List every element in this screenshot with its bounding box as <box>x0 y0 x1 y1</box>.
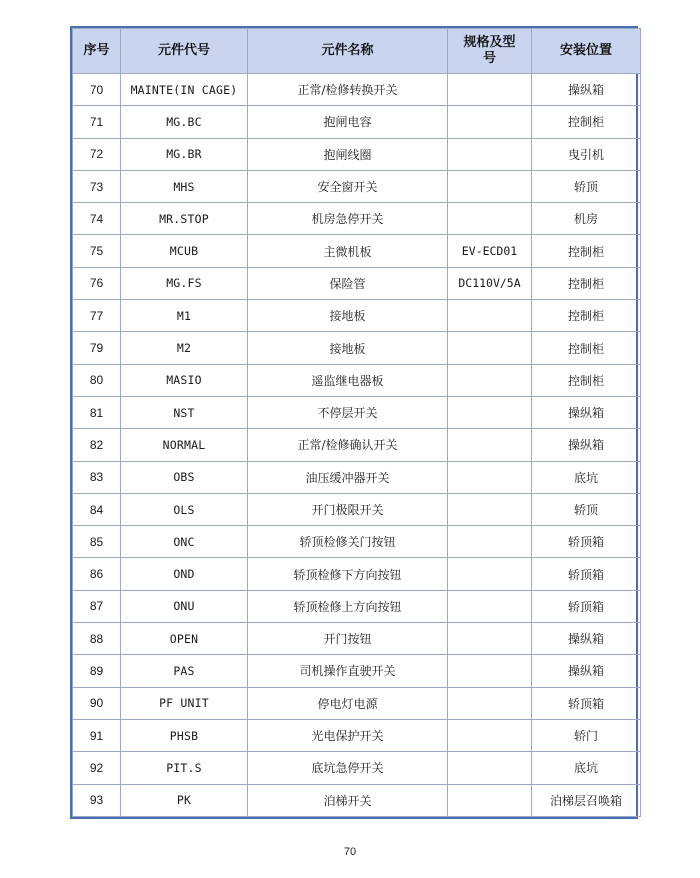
cell-code: PAS <box>121 655 248 687</box>
cell-code: M2 <box>121 332 248 364</box>
cell-code: MG.BC <box>121 106 248 138</box>
cell-location: 轿顶箱 <box>532 558 641 590</box>
cell-code: OPEN <box>121 623 248 655</box>
cell-location: 控制柜 <box>532 106 641 138</box>
cell-seq: 89 <box>73 655 121 687</box>
cell-location: 轿门 <box>532 719 641 751</box>
table-row <box>73 138 641 170</box>
table-body <box>73 74 641 817</box>
header-spec <box>448 29 532 74</box>
cell-spec <box>448 364 532 396</box>
cell-location: 操纵箱 <box>532 655 641 687</box>
table-row <box>73 461 641 493</box>
cell-spec <box>448 429 532 461</box>
cell-spec <box>448 590 532 622</box>
cell-code: PK <box>121 784 248 816</box>
cell-spec <box>448 138 532 170</box>
component-table <box>72 28 641 817</box>
cell-code: MAINTE(IN CAGE) <box>121 74 248 106</box>
cell-seq: 92 <box>73 752 121 784</box>
cell-name: 停电灯电源 <box>248 687 448 719</box>
cell-spec <box>448 687 532 719</box>
table-row <box>73 106 641 138</box>
cell-name: 光电保护开关 <box>248 719 448 751</box>
cell-location: 操纵箱 <box>532 623 641 655</box>
cell-seq: 81 <box>73 396 121 428</box>
cell-code: ONU <box>121 590 248 622</box>
cell-code: NORMAL <box>121 429 248 461</box>
cell-seq: 73 <box>73 170 121 202</box>
header-name: 元件名称 <box>248 29 448 74</box>
header-code: 元件代号 <box>121 29 248 74</box>
table-row <box>73 784 641 816</box>
cell-spec <box>448 752 532 784</box>
cell-seq: 93 <box>73 784 121 816</box>
cell-location: 控制柜 <box>532 300 641 332</box>
table-row <box>73 203 641 235</box>
cell-seq: 75 <box>73 235 121 267</box>
cell-seq: 70 <box>73 74 121 106</box>
cell-location: 机房 <box>532 203 641 235</box>
cell-seq: 76 <box>73 267 121 299</box>
cell-code: MR.STOP <box>121 203 248 235</box>
table-row <box>73 429 641 461</box>
table-row <box>73 74 641 106</box>
cell-name: 正常/检修确认开关 <box>248 429 448 461</box>
cell-code: M1 <box>121 300 248 332</box>
cell-spec <box>448 719 532 751</box>
header-spec-label: 规格及型号 <box>463 35 516 66</box>
cell-location: 控制柜 <box>532 267 641 299</box>
cell-spec <box>448 74 532 106</box>
cell-seq: 85 <box>73 526 121 558</box>
table-row <box>73 493 641 525</box>
cell-spec <box>448 332 532 364</box>
cell-spec <box>448 655 532 687</box>
page-number: 70 <box>343 846 357 858</box>
cell-spec <box>448 558 532 590</box>
cell-location: 轿顶箱 <box>532 526 641 558</box>
cell-location: 曳引机 <box>532 138 641 170</box>
cell-location: 操纵箱 <box>532 429 641 461</box>
cell-seq: 84 <box>73 493 121 525</box>
cell-spec <box>448 784 532 816</box>
cell-code: OLS <box>121 493 248 525</box>
cell-seq: 72 <box>73 138 121 170</box>
cell-name: 轿顶检修下方向按钮 <box>248 558 448 590</box>
table-row <box>73 719 641 751</box>
cell-name: 正常/检修转换开关 <box>248 74 448 106</box>
cell-location: 底坑 <box>532 752 641 784</box>
header-seq: 序号 <box>73 29 121 74</box>
cell-seq: 77 <box>73 300 121 332</box>
cell-spec <box>448 623 532 655</box>
cell-seq: 90 <box>73 687 121 719</box>
table-row <box>73 396 641 428</box>
table-row <box>73 558 641 590</box>
cell-name: 抱闸线圈 <box>248 138 448 170</box>
cell-name: 轿顶检修上方向按钮 <box>248 590 448 622</box>
cell-location: 操纵箱 <box>532 396 641 428</box>
cell-name: 不停层开关 <box>248 396 448 428</box>
cell-location: 底坑 <box>532 461 641 493</box>
cell-location: 控制柜 <box>532 364 641 396</box>
table-row <box>73 170 641 202</box>
cell-location: 轿顶 <box>532 170 641 202</box>
cell-spec <box>448 493 532 525</box>
cell-seq: 80 <box>73 364 121 396</box>
cell-name: 开门极限开关 <box>248 493 448 525</box>
cell-seq: 74 <box>73 203 121 235</box>
cell-name: 接地板 <box>248 332 448 364</box>
component-table-container <box>70 26 638 819</box>
cell-seq: 88 <box>73 623 121 655</box>
cell-name: 保险管 <box>248 267 448 299</box>
table-row <box>73 590 641 622</box>
cell-name: 开门按钮 <box>248 623 448 655</box>
cell-spec <box>448 300 532 332</box>
cell-name: 泊梯开关 <box>248 784 448 816</box>
cell-name: 轿顶检修关门按钮 <box>248 526 448 558</box>
cell-code: PHSB <box>121 719 248 751</box>
cell-location: 轿顶箱 <box>532 687 641 719</box>
cell-spec: DC110V/5A <box>448 267 532 299</box>
cell-code: MCUB <box>121 235 248 267</box>
header-location: 安装位置 <box>532 29 641 74</box>
cell-location: 轿顶 <box>532 493 641 525</box>
cell-seq: 86 <box>73 558 121 590</box>
cell-code: MASIO <box>121 364 248 396</box>
table-header-row <box>73 29 641 74</box>
table-row <box>73 687 641 719</box>
cell-spec <box>448 526 532 558</box>
cell-code: MG.BR <box>121 138 248 170</box>
cell-spec <box>448 170 532 202</box>
cell-location: 操纵箱 <box>532 74 641 106</box>
cell-location: 轿顶箱 <box>532 590 641 622</box>
cell-name: 遥监继电器板 <box>248 364 448 396</box>
cell-name: 主微机板 <box>248 235 448 267</box>
cell-code: MG.FS <box>121 267 248 299</box>
cell-location: 泊梯层召唤箱 <box>532 784 641 816</box>
table-row <box>73 752 641 784</box>
table-row <box>73 364 641 396</box>
cell-code: OBS <box>121 461 248 493</box>
cell-name: 底坑急停开关 <box>248 752 448 784</box>
cell-location: 控制柜 <box>532 235 641 267</box>
cell-seq: 91 <box>73 719 121 751</box>
cell-spec <box>448 106 532 138</box>
table-row <box>73 235 641 267</box>
cell-code: NST <box>121 396 248 428</box>
cell-location: 控制柜 <box>532 332 641 364</box>
table-row <box>73 267 641 299</box>
table-row <box>73 332 641 364</box>
cell-seq: 83 <box>73 461 121 493</box>
cell-name: 油压缓冲器开关 <box>248 461 448 493</box>
cell-name: 司机操作直驶开关 <box>248 655 448 687</box>
cell-code: PIT.S <box>121 752 248 784</box>
cell-seq: 82 <box>73 429 121 461</box>
cell-code: OND <box>121 558 248 590</box>
cell-name: 机房急停开关 <box>248 203 448 235</box>
table-row <box>73 526 641 558</box>
table-row <box>73 623 641 655</box>
cell-spec: EV-ECD01 <box>448 235 532 267</box>
cell-spec <box>448 461 532 493</box>
cell-name: 抱闸电容 <box>248 106 448 138</box>
cell-code: MHS <box>121 170 248 202</box>
cell-seq: 71 <box>73 106 121 138</box>
table-row <box>73 655 641 687</box>
cell-name: 接地板 <box>248 300 448 332</box>
cell-name: 安全窗开关 <box>248 170 448 202</box>
cell-seq: 87 <box>73 590 121 622</box>
cell-seq: 79 <box>73 332 121 364</box>
cell-code: PF UNIT <box>121 687 248 719</box>
cell-spec <box>448 396 532 428</box>
cell-spec <box>448 203 532 235</box>
table-row <box>73 300 641 332</box>
cell-code: ONC <box>121 526 248 558</box>
